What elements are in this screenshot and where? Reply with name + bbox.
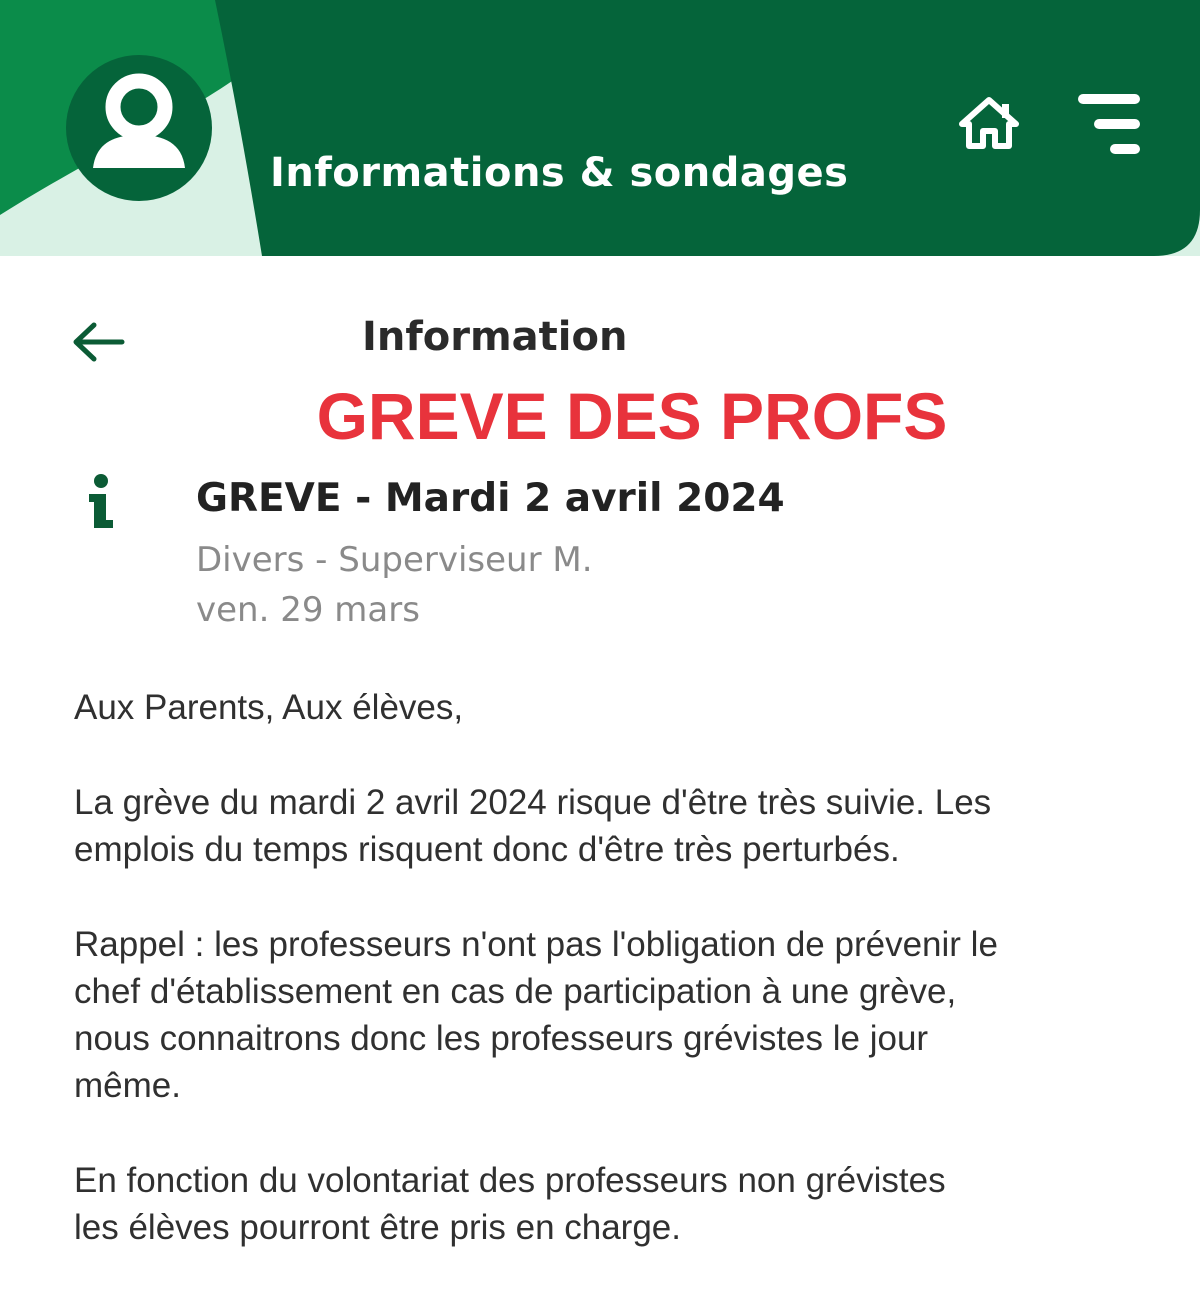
avatar-icon[interactable]: [66, 55, 212, 201]
body-paragraph-supervision: En fonction du volontariat des professeurs non grévistes les élèves pourront être pris en charge.: [74, 1161, 946, 1247]
body-paragraph-strike: La grève du mardi 2 avril 2024 risque d'être très suivie. Les emplois du temps risquent donc d'être très perturbés.: [74, 783, 992, 869]
page-title: Information: [362, 314, 628, 360]
info-icon: [86, 474, 116, 528]
body-paragraph-reminder: Rappel : les professeurs n'ont pas l'obligation de prévenir le chef d'établissement en cas de participation à une grève, nous connaitrons donc les professeurs grévistes le jour même.: [74, 925, 998, 1105]
message-title: GREVE - Mardi 2 avril 2024: [196, 476, 785, 521]
body-paragraph-greeting: Aux Parents, Aux élèves,: [74, 688, 464, 727]
home-icon[interactable]: [958, 96, 1020, 150]
message-date: ven. 29 mars: [196, 590, 420, 630]
strike-headline: GREVE DES PROFS: [316, 379, 948, 453]
menu-icon[interactable]: [1076, 92, 1142, 156]
message-category-author: Divers - Superviseur M.: [196, 540, 593, 580]
app-header: [0, 0, 1200, 256]
back-arrow-icon[interactable]: [70, 320, 128, 364]
header-title: Informations & sondages: [270, 150, 849, 196]
message-body: [74, 684, 1164, 1299]
